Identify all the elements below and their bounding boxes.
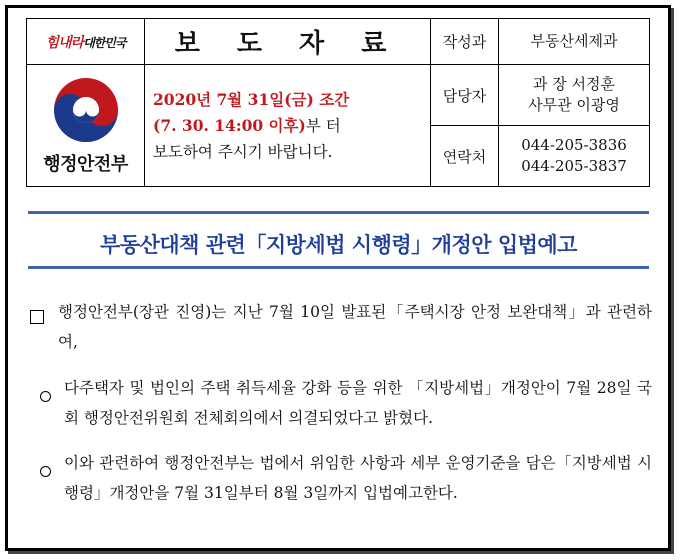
paragraph-2-text: 다주택자 및 법인의 주택 취득세율 강화 등을 위한 「지방세법」개정안이 7월 28일 국회 행정안전위원회 전체회의에서 의결되었다고 밝혔다.	[64, 379, 652, 427]
field-label-author-dept: 작성과	[431, 19, 499, 65]
press-release-header	[26, 18, 650, 187]
document-title: 보 도 자 료	[174, 29, 401, 59]
logo-cell	[27, 65, 145, 187]
taegeuk-emblem-icon	[52, 76, 120, 144]
organization-name: 행정안전부	[43, 153, 128, 175]
field-value-phone: 044-205-3836 044-205-3837	[499, 126, 650, 187]
paragraph-1-text: 행정안전부(장관 진영)는 지난 7월 10일 발표된「주택시장 안정 보완대책」과 관련하여,	[58, 303, 652, 351]
paragraph-3-text: 이와 관련하여 행정안전부는 법에서 위임한 사항과 세부 운영기준을 담은「지방세법 시행령」개정안을 7월 31일부터 8월 3일까지 입법예고한다.	[64, 454, 652, 502]
slogan-logo: 힘내라대한민국	[45, 34, 126, 51]
embargo-date: 2020년 7월 31일(금) 조간	[153, 89, 350, 109]
headline: 부동산대책 관련「지방세법 시행령」개정안 입법예고	[100, 233, 577, 257]
circle-bullet-icon	[40, 457, 51, 487]
square-bullet-icon	[30, 304, 44, 334]
circle-bullet-icon	[40, 382, 51, 412]
embargo-instruction: 보도하여 주시기 바랍니다.	[153, 142, 333, 161]
embargo-tail: 부 터	[305, 116, 341, 135]
field-label-phone: 연락처	[431, 126, 499, 187]
field-value-contact-person: 과 장 서정훈 사무관 이광영	[499, 65, 650, 126]
field-label-contact-person: 담당자	[431, 65, 499, 126]
paragraph-3	[30, 448, 652, 508]
embargo-time: (7. 30. 14:00 이후)	[153, 115, 306, 135]
title-cell	[145, 19, 431, 65]
headline-bottom-rule	[28, 266, 649, 269]
field-value-author-dept: 부동산세제과	[499, 19, 650, 65]
paragraph-1	[30, 297, 652, 357]
paragraph-2	[30, 373, 652, 433]
slogan-cell	[27, 19, 145, 65]
embargo-notice	[145, 65, 431, 187]
headline-top-rule	[28, 211, 649, 214]
